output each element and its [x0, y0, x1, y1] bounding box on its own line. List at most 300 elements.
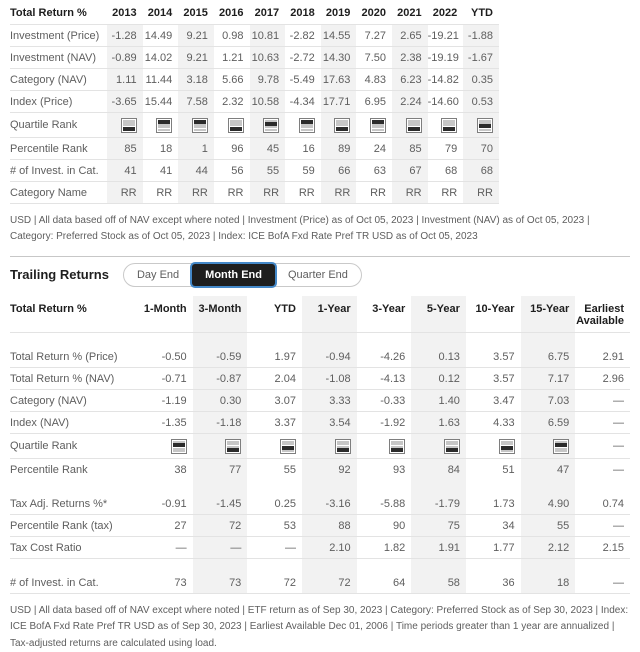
table-row [10, 411, 630, 433]
value-cell: 0.98 [214, 24, 250, 46]
value-cell: 3.33 [302, 389, 357, 411]
value-cell: 88 [302, 514, 357, 536]
value-cell: 41 [107, 159, 143, 181]
value-cell: -1.67 [463, 46, 499, 68]
value-cell: 15.44 [143, 90, 179, 112]
value-cell: -0.91 [138, 493, 193, 515]
quartile-cell [143, 112, 179, 137]
value-cell: 1.63 [411, 411, 466, 433]
table-row [10, 458, 630, 480]
value-cell: 0.13 [411, 346, 466, 368]
value-cell: RR [250, 181, 286, 203]
spacer-cell [193, 332, 248, 346]
column-header: 2019 [321, 0, 357, 24]
quartile-q3-icon [477, 118, 493, 133]
value-cell: 2.65 [392, 24, 428, 46]
spacer-cell [193, 558, 248, 572]
value-cell: 2.32 [214, 90, 250, 112]
value-cell: -14.82 [428, 68, 464, 90]
row-label: Category Name [10, 181, 107, 203]
trailing-returns-section [10, 263, 630, 652]
value-cell: 70 [463, 137, 499, 159]
spacer-cell [138, 332, 193, 346]
annual-returns-table [10, 0, 499, 204]
value-cell: 3.54 [302, 411, 357, 433]
spacer-cell [10, 480, 138, 493]
value-cell: 6.75 [521, 346, 576, 368]
quartile-cell [466, 433, 521, 458]
table-row [10, 159, 499, 181]
value-cell: 1.11 [107, 68, 143, 90]
value-cell: 79 [428, 137, 464, 159]
value-cell: 3.37 [247, 411, 302, 433]
value-cell: 14.49 [143, 24, 179, 46]
value-cell: -1.08 [302, 367, 357, 389]
value-cell: -19.21 [428, 24, 464, 46]
value-cell: 1.82 [357, 536, 412, 558]
value-cell: -1.88 [463, 24, 499, 46]
quartile-cell [392, 112, 428, 137]
value-cell: 55 [250, 159, 286, 181]
value-cell: RR [107, 181, 143, 203]
value-cell: RR [463, 181, 499, 203]
value-cell: 64 [357, 572, 412, 594]
row-label: # of Invest. in Cat. [10, 572, 138, 594]
value-cell: — [138, 536, 193, 558]
value-cell: RR [428, 181, 464, 203]
table-row [10, 346, 630, 368]
value-cell: 14.30 [321, 46, 357, 68]
value-cell: -1.35 [138, 411, 193, 433]
spacer-cell [302, 480, 357, 493]
value-cell: 0.25 [247, 493, 302, 515]
value-cell: 9.78 [250, 68, 286, 90]
spacer-row [10, 558, 630, 572]
value-cell: 10.58 [250, 90, 286, 112]
value-cell: 2.12 [521, 536, 576, 558]
row-label: Category (NAV) [10, 389, 138, 411]
value-cell: -0.33 [357, 389, 412, 411]
value-cell: 56 [214, 159, 250, 181]
quartile-q4-icon [121, 118, 137, 133]
quartile-cell [107, 112, 143, 137]
value-cell: RR [143, 181, 179, 203]
value-cell: 66 [321, 159, 357, 181]
spacer-row [10, 480, 630, 493]
spacer-cell [521, 332, 576, 346]
value-cell: RR [356, 181, 392, 203]
value-cell: -19.19 [428, 46, 464, 68]
column-header: 1-Month [138, 296, 193, 333]
quartile-q4-icon [406, 118, 422, 133]
value-cell: RR [285, 181, 321, 203]
value-cell: 55 [283, 463, 296, 476]
value-cell: 2.38 [392, 46, 428, 68]
value-cell: 85 [107, 137, 143, 159]
value-cell: 9.21 [178, 24, 214, 46]
column-header: 5-Year [411, 296, 466, 333]
value-cell: 73 [193, 572, 248, 594]
quartile-q2-icon [553, 439, 569, 454]
value-cell: 36 [466, 572, 521, 594]
value-cell: 72 [193, 514, 248, 536]
value-cell: 0.74 [575, 493, 630, 515]
value-cell: 7.50 [356, 46, 392, 68]
row-label: Index (Price) [10, 90, 107, 112]
value-cell: 3.57 [466, 367, 521, 389]
value-cell: 34 [466, 514, 521, 536]
value-cell: -1.19 [138, 389, 193, 411]
column-header: 15-Year [521, 296, 576, 333]
quartile-q2-icon [263, 118, 279, 133]
row-label: Total Return % (NAV) [10, 367, 138, 389]
quartile-cell [285, 112, 321, 137]
value-cell: 1 [178, 137, 214, 159]
annual-returns-section [10, 0, 630, 246]
row-label: # of Invest. in Cat. [10, 159, 107, 181]
spacer-cell [521, 480, 576, 493]
spacer-cell [247, 332, 302, 346]
column-header: 2016 [214, 0, 250, 24]
value-cell: 6.59 [521, 411, 576, 433]
value-cell: 63 [356, 159, 392, 181]
value-cell: 47 [521, 458, 576, 480]
spacer-cell [575, 558, 630, 572]
column-header: 2015 [178, 0, 214, 24]
value-cell: -4.34 [285, 90, 321, 112]
value-cell: 3.18 [178, 68, 214, 90]
value-cell: 17.71 [321, 90, 357, 112]
value-cell: — [247, 536, 302, 558]
quartile-cell [247, 433, 302, 458]
value-cell: 16 [285, 137, 321, 159]
table-row [10, 90, 499, 112]
spacer-cell [193, 480, 248, 493]
column-header: YTD [247, 296, 302, 333]
value-cell: 4.83 [356, 68, 392, 90]
value-cell: 72 [302, 572, 357, 594]
value-cell: -2.82 [285, 24, 321, 46]
spacer-row [10, 332, 630, 346]
value-cell: 3.07 [247, 389, 302, 411]
value-cell: — [575, 389, 630, 411]
value-cell: 1.77 [466, 536, 521, 558]
value-cell: 85 [392, 137, 428, 159]
table-row [10, 389, 630, 411]
table-row [10, 181, 499, 203]
column-header: 2017 [250, 0, 286, 24]
value-cell: 53 [247, 514, 302, 536]
spacer-cell [247, 558, 302, 572]
value-cell: -4.26 [357, 346, 412, 368]
spacer-cell [411, 332, 466, 346]
column-header: 10-Year [466, 296, 521, 333]
quartile-cell [178, 112, 214, 137]
row-label: Percentile Rank [10, 463, 88, 476]
value-cell: 1.40 [411, 389, 466, 411]
value-cell: 9.21 [178, 46, 214, 68]
row-label: Total Return % (Price) [10, 346, 138, 368]
value-cell: 1.91 [411, 536, 466, 558]
table-row [10, 367, 630, 389]
value-cell: -1.45 [193, 493, 248, 515]
value-cell: 7.03 [521, 389, 576, 411]
value-cell: 7.17 [521, 367, 576, 389]
quartile-q4-icon [225, 439, 241, 454]
value-cell: 41 [143, 159, 179, 181]
table-corner-header: Total Return % [10, 0, 107, 24]
value-cell: -0.87 [193, 367, 248, 389]
row-label: Tax Cost Ratio [10, 536, 138, 558]
value-cell: 4.33 [466, 411, 521, 433]
spacer-cell [10, 558, 138, 572]
table-header-row [10, 0, 499, 24]
value-cell: 1.97 [247, 346, 302, 368]
value-cell: RR [321, 181, 357, 203]
toggle-quarter-end[interactable]: Quarter End [275, 264, 361, 286]
value-cell: 0.30 [193, 389, 248, 411]
value-cell: 14.02 [143, 46, 179, 68]
section-divider [10, 256, 630, 257]
quartile-q4-icon [444, 439, 460, 454]
value-cell: RR [178, 181, 214, 203]
quartile-q1-icon [370, 118, 386, 133]
column-header: 2021 [392, 0, 428, 24]
value-cell: 2.15 [575, 536, 630, 558]
row-label: Investment (NAV) [10, 46, 107, 68]
quartile-q4-icon [228, 118, 244, 133]
quartile-cell [521, 433, 576, 458]
table-corner-header: Total Return % [10, 296, 138, 333]
value-cell: 75 [411, 514, 466, 536]
spacer-cell [411, 558, 466, 572]
value-cell: 24 [356, 137, 392, 159]
row-label: Index (NAV) [10, 411, 138, 433]
quartile-q4-icon [335, 439, 351, 454]
value-cell: 96 [214, 137, 250, 159]
row-label: Percentile Rank [10, 137, 107, 159]
value-cell: RR [214, 181, 250, 203]
quartile-cell [321, 112, 357, 137]
trailing-returns-table [10, 296, 630, 594]
value-cell: 5.66 [214, 68, 250, 90]
table-row [10, 137, 499, 159]
value-cell: — [575, 433, 630, 458]
value-cell: -1.28 [107, 24, 143, 46]
spacer-cell [575, 480, 630, 493]
quartile-cell [214, 112, 250, 137]
value-cell: -1.92 [357, 411, 412, 433]
value-cell: 0.53 [463, 90, 499, 112]
row-label: Category (NAV) [10, 68, 107, 90]
column-header: 2020 [356, 0, 392, 24]
quartile-q4-icon [334, 118, 350, 133]
value-cell: 18 [143, 137, 179, 159]
value-cell: 67 [392, 159, 428, 181]
value-cell: 6.23 [392, 68, 428, 90]
value-cell: 3.57 [466, 346, 521, 368]
value-cell: 68 [428, 159, 464, 181]
value-cell: -2.72 [285, 46, 321, 68]
value-cell: 38 [174, 463, 187, 476]
spacer-cell [466, 332, 521, 346]
value-cell: RR [392, 181, 428, 203]
table-row [10, 24, 499, 46]
quartile-cell [193, 433, 248, 458]
value-cell: 72 [247, 572, 302, 594]
toggle-day-end[interactable]: Day End [124, 264, 192, 286]
column-header: 1-Year [302, 296, 357, 333]
value-cell: -3.65 [107, 90, 143, 112]
quartile-q1-icon [156, 118, 172, 133]
table-row [10, 536, 630, 558]
value-cell: 27 [138, 514, 193, 536]
value-cell: 2.24 [392, 90, 428, 112]
value-cell: 44 [178, 159, 214, 181]
value-cell: 2.91 [575, 346, 630, 368]
spacer-cell [138, 558, 193, 572]
value-cell: -0.71 [138, 367, 193, 389]
value-cell: -5.49 [285, 68, 321, 90]
row-label: Tax Adj. Returns %* [10, 493, 138, 515]
value-cell: 90 [357, 514, 412, 536]
toggle-month-end[interactable]: Month End [192, 264, 275, 286]
trailing-returns-header [10, 263, 630, 287]
value-cell: -0.50 [138, 346, 193, 368]
spacer-cell [466, 480, 521, 493]
row-label: Quartile Rank [10, 112, 107, 137]
value-cell: -5.88 [357, 493, 412, 515]
value-cell: 7.58 [178, 90, 214, 112]
value-cell: 68 [463, 159, 499, 181]
quartile-q2-icon [171, 439, 187, 454]
value-cell: 1.21 [214, 46, 250, 68]
quartile-cell [411, 433, 466, 458]
value-cell: -0.59 [193, 346, 248, 368]
value-cell: 7.27 [356, 24, 392, 46]
value-cell: 77 [193, 458, 248, 480]
column-header: 3-Year [357, 296, 412, 333]
value-cell: 11.44 [143, 68, 179, 90]
value-cell: — [575, 514, 630, 536]
quartile-q4-icon [389, 439, 405, 454]
value-cell: 59 [285, 159, 321, 181]
spacer-cell [247, 480, 302, 493]
value-cell: -14.60 [428, 90, 464, 112]
spacer-cell [411, 480, 466, 493]
value-cell: 17.63 [321, 68, 357, 90]
spacer-cell [575, 332, 630, 346]
trailing-footnote: USD | All data based off of NAV except where noted | ETF return as of Sep 30, 2023 | Category: Preferred Stock as of Sep 30, 2023 | Index: ICE BofA Fxd Rate Pref TR USD as of Sep 30, 2023 | Earliest Available Dec 01, 2006 | Time periods greater than 1 year are annualized | Tax-adjusted returns are calculated using load. [10, 604, 629, 649]
value-cell: 18 [521, 572, 576, 594]
spacer-cell [521, 558, 576, 572]
value-cell: 10.63 [250, 46, 286, 68]
spacer-cell [357, 480, 412, 493]
quartile-cell [428, 112, 464, 137]
row-label: Percentile Rank (tax) [10, 514, 138, 536]
value-cell: — [613, 463, 624, 476]
spacer-cell [138, 480, 193, 493]
value-cell: -4.13 [357, 367, 412, 389]
value-cell: 55 [521, 514, 576, 536]
value-cell: 4.90 [521, 493, 576, 515]
spacer-cell [302, 558, 357, 572]
annual-footnote: USD | All data based off of NAV except where noted | Investment (Price) as of Oct 05, 2023 | Investment (NAV) as of Oct 05, 2023 | Category: Preferred Stock as of Oct 05, 2023 | Index: ICE BofA Fxd Rate Pref TR USD as of Oct 05, 2023 [10, 214, 590, 243]
value-cell: — [575, 411, 630, 433]
value-cell: 92 [302, 458, 357, 480]
table-row [10, 433, 630, 458]
quartile-cell [356, 112, 392, 137]
quartile-q1-icon [192, 118, 208, 133]
spacer-cell [302, 332, 357, 346]
row-label: Quartile Rank [10, 433, 138, 458]
quartile-cell [463, 112, 499, 137]
column-header: 2014 [143, 0, 179, 24]
quartile-q1-icon [299, 118, 315, 133]
quartile-q3-icon [499, 439, 515, 454]
trailing-returns-title: Trailing Returns [10, 267, 109, 283]
period-end-toggle [123, 263, 362, 287]
quartile-cell [302, 433, 357, 458]
value-cell: 58 [411, 572, 466, 594]
value-cell: 73 [138, 572, 193, 594]
value-cell: 2.96 [575, 367, 630, 389]
value-cell: 93 [393, 463, 406, 476]
value-cell: 14.55 [321, 24, 357, 46]
column-header: YTD [463, 0, 499, 24]
value-cell: 89 [321, 137, 357, 159]
spacer-cell [466, 558, 521, 572]
column-header: 2018 [285, 0, 321, 24]
spacer-cell [357, 558, 412, 572]
column-header: 2013 [107, 0, 143, 24]
value-cell: 10.81 [250, 24, 286, 46]
table-row [10, 68, 499, 90]
quartile-cell [138, 433, 193, 458]
table-row [10, 493, 630, 515]
spacer-cell [10, 332, 138, 346]
spacer-cell [357, 332, 412, 346]
column-header: 3-Month [193, 296, 248, 333]
value-cell: — [575, 572, 630, 594]
value-cell: 3.47 [466, 389, 521, 411]
value-cell: -1.18 [193, 411, 248, 433]
table-header-row [10, 296, 630, 333]
value-cell: -0.94 [302, 346, 357, 368]
quartile-q4-icon [441, 118, 457, 133]
table-row [10, 112, 499, 137]
value-cell: 1.73 [466, 493, 521, 515]
table-row [10, 572, 630, 594]
quartile-cell [357, 433, 412, 458]
value-cell: 0.12 [411, 367, 466, 389]
table-row [10, 46, 499, 68]
value-cell: — [193, 536, 248, 558]
row-label: Investment (Price) [10, 24, 107, 46]
table-row [10, 514, 630, 536]
quartile-q3-icon [280, 439, 296, 454]
column-header: 2022 [428, 0, 464, 24]
value-cell: 51 [502, 463, 515, 476]
value-cell: 2.04 [247, 367, 302, 389]
value-cell: 45 [250, 137, 286, 159]
value-cell: -0.89 [107, 46, 143, 68]
value-cell: 0.35 [463, 68, 499, 90]
value-cell: -1.79 [411, 493, 466, 515]
value-cell: 84 [411, 458, 466, 480]
value-cell: -3.16 [302, 493, 357, 515]
value-cell: 6.95 [356, 90, 392, 112]
